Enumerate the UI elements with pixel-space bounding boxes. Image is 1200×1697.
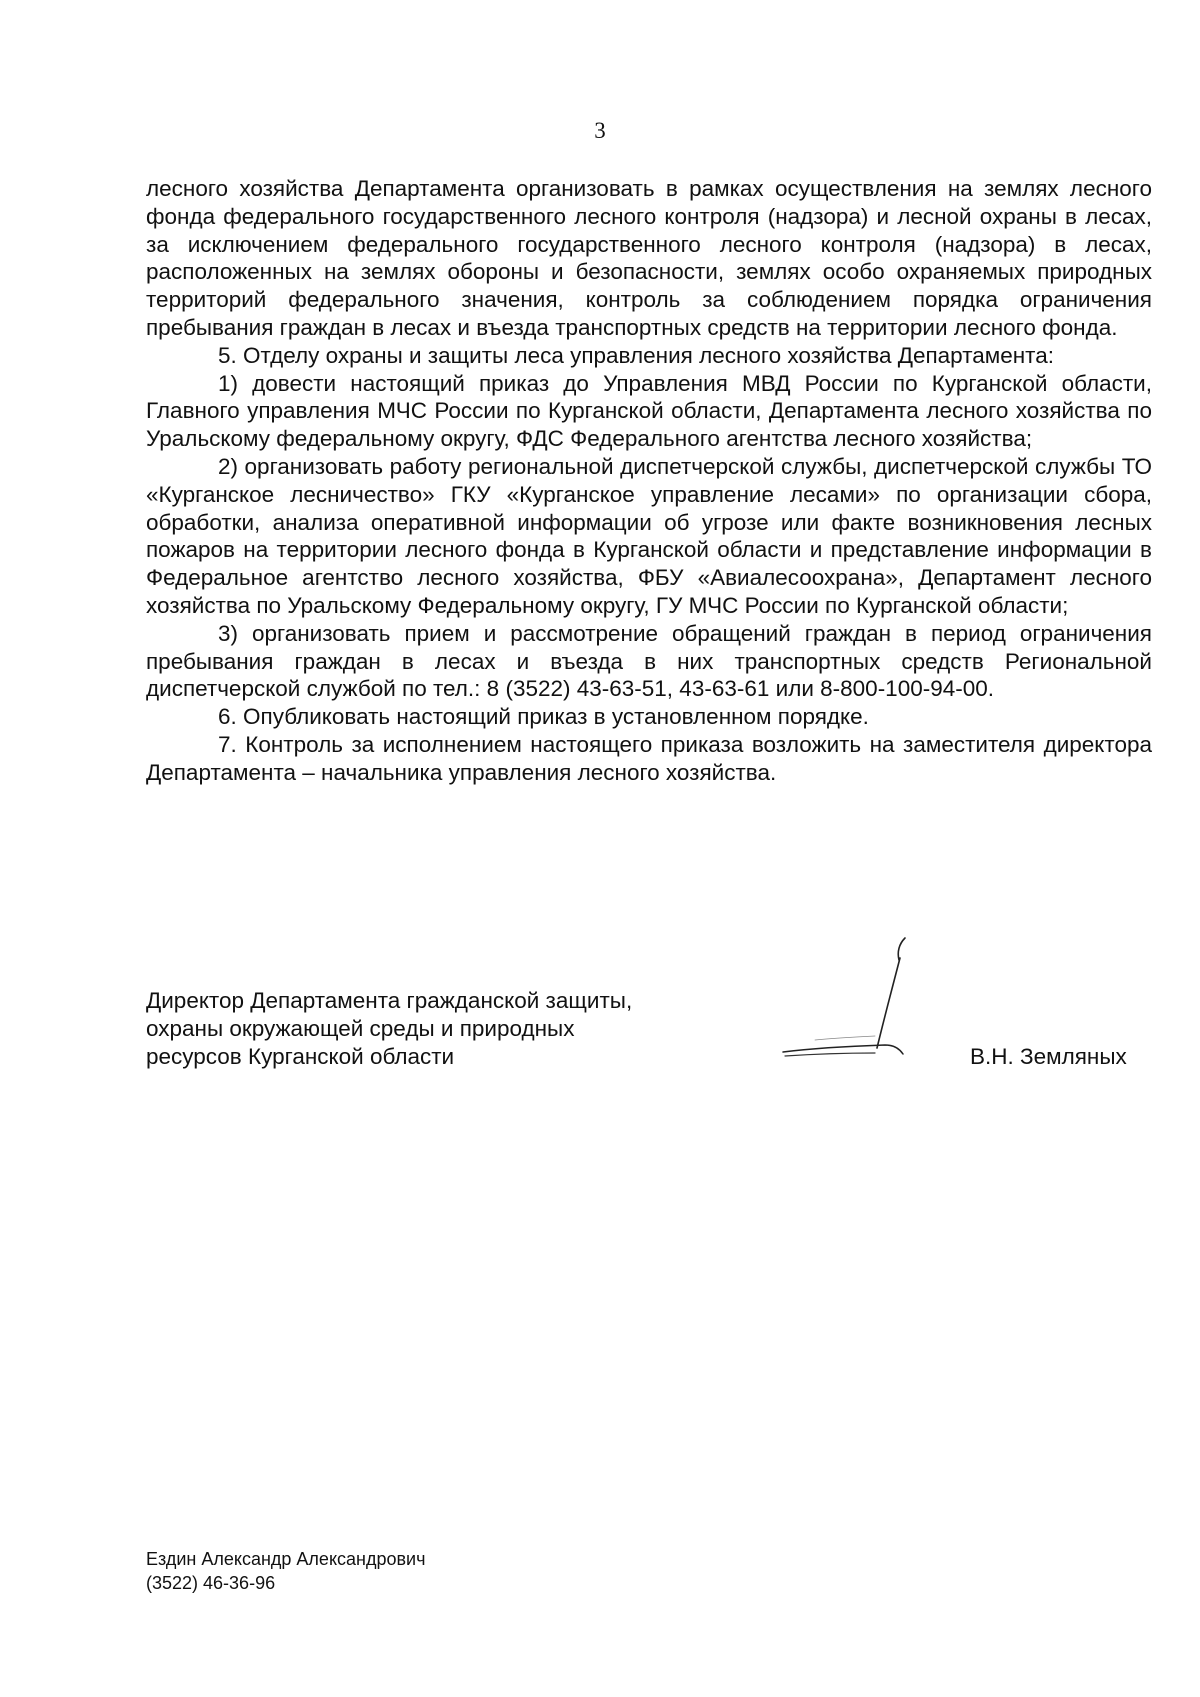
signatory-name: В.Н. Земляных (970, 1044, 1127, 1069)
document-body (146, 175, 1152, 787)
executor-phone: (3522) 46-36-96 (146, 1573, 276, 1593)
signatory-position-line: охраны окружающей среды и природных (146, 1015, 575, 1041)
paragraph-item-5: 5. Отделу охраны и защиты леса управления лесного хозяйства Департамента: (218, 342, 1054, 368)
paragraph-subitem-1: 1) довести настоящий приказ до Управления МВД России по Курганской области, Главного управления МЧС России по Курганской области, Департамента лесного хозяйства по Уральскому федеральному округу, ФДС Федерального агентства лесного хозяйства; (146, 370, 1152, 452)
paragraph-subitem-3: 3) организовать прием и рассмотрение обращений граждан в период ограничения пребывания граждан в лесах и въезда в них транспортных средств Региональной диспетчерской службой по тел.: 8 (3522) 43-63-51, 43-63-61 или 8-800-100-94-00. (146, 620, 1152, 702)
paragraph-continuation: лесного хозяйства Департамента организовать в рамках осуществления на землях лесного фонда федерального государственного лесного контроля (надзора) и лесной охраны в лесах, за исключением федерального государственного лесного контроля (надзора) в лесах, расположенных на землях обороны и безопасности, землях особо охраняемых природных территорий федерального значения, контроль за соблюдением порядка ограничения пребывания граждан в лесах и въезда транспортных средств на территории лесного фонда. (146, 176, 1152, 340)
executor-name: Ездин Александр Александрович (146, 1549, 426, 1569)
paragraph-item-6: 6. Опубликовать настоящий приказ в установленном порядке. (218, 704, 869, 730)
signatory-position (146, 987, 632, 1070)
signatory-position-line: ресурсов Курганской области (146, 1043, 455, 1069)
paragraph-item-7: 7. Контроль за исполнением настоящего приказа возложить на заместителя директора Департамента – начальника управления лесного хозяйства. (146, 731, 1152, 785)
handwritten-signature (775, 930, 935, 1065)
signatory-position-line: Директор Департамента гражданской защиты, (146, 988, 633, 1013)
paragraph-subitem-2: 2) организовать работу региональной диспетчерской службы, диспетчерской службы ТО «Курганское лесничество» ГКУ «Курганское управление лесами» по организации сбора, обработки, анализа оперативной информации об угрозе или факте возникновения лесных пожаров на территории лесного фонда в Курганской области и представление информации в Федеральное агентство лесного хозяйства, ФБУ «Авиалесоохрана», Департамент лесного хозяйства по Уральскому Федеральному округу, ГУ МЧС России по Курганской области; (146, 453, 1152, 618)
executor-info (146, 1547, 426, 1595)
page-number: 3 (594, 118, 606, 143)
